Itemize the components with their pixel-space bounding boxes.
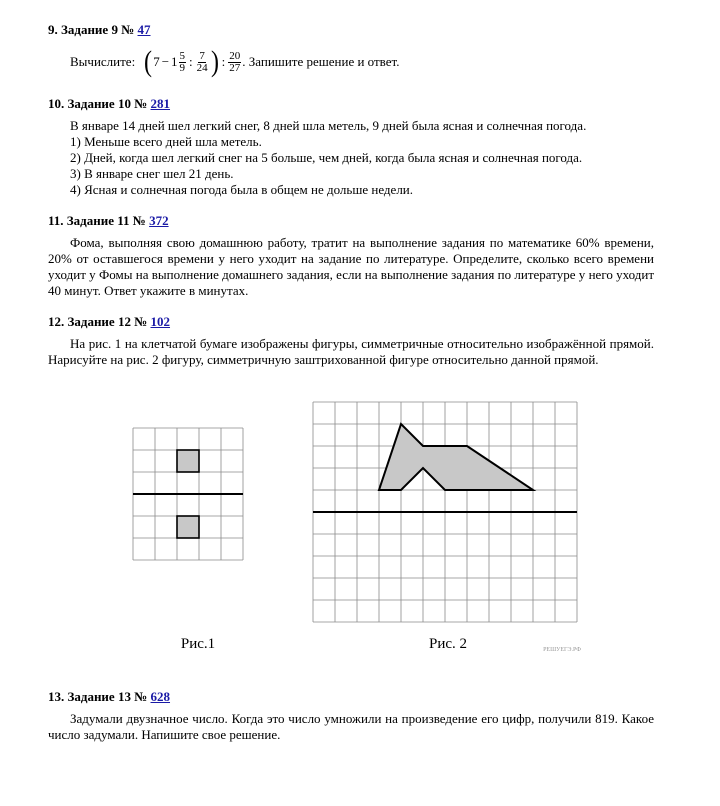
- task-12-heading: [48, 314, 654, 330]
- figure-1-caption: Рис.1: [180, 636, 216, 652]
- figure-2: [313, 402, 577, 622]
- task-10-link[interactable]: 281: [150, 96, 171, 111]
- task-10: [48, 96, 654, 198]
- shaded-square-bottom: [177, 516, 199, 538]
- fraction-3-num: 20: [229, 49, 241, 62]
- expr-mixed-whole: 1: [171, 54, 178, 69]
- open-paren: (: [144, 45, 153, 78]
- fraction-2-den: 24: [196, 61, 208, 74]
- shaded-square-top: [177, 450, 199, 472]
- task-9-expression: [48, 45, 654, 78]
- task-9-prefix: Вычислите:: [70, 54, 136, 69]
- task-13-text: Задумали двузначное число. Когда это число умножили на произведение его цифр, получили 819. Какое число задумали. Напишите свое решение.: [48, 711, 654, 742]
- expr-colon-1: :: [189, 54, 193, 69]
- task-12-text: На рис. 1 на клетчатой бумаге изображены фигуры, симметричные относительно изображённой прямой. Нарисуйте на рис. 2 фигуру, симметричную заштрихованной фигуре относительно данной прямой.: [48, 336, 654, 367]
- task-10-option-4: 4) Ясная и солнечная погода была в общем не дольше недели.: [70, 182, 414, 197]
- task-11-title: 11. Задание 11 №: [48, 213, 146, 228]
- figure-1: [133, 428, 243, 560]
- task-9-title: 9. Задание 9 №: [48, 22, 135, 37]
- task-13-title: 13. Задание 13 №: [48, 689, 148, 704]
- watermark: РЕШУЕГЭ.РФ: [543, 647, 581, 653]
- figure-2-caption: Рис. 2: [428, 636, 468, 652]
- expr-colon-2: :: [221, 54, 226, 69]
- task-11-link[interactable]: 372: [149, 213, 169, 228]
- fraction-2-num: 7: [199, 49, 205, 62]
- fraction-1-den: 9: [179, 61, 186, 74]
- task-11-heading: [48, 213, 654, 229]
- task-10-option-1: 1) Меньше всего дней шла метель.: [70, 134, 262, 149]
- fraction-3-den: 27: [229, 61, 241, 74]
- task-9-suffix: . Запишите решение и ответ.: [242, 54, 400, 69]
- task-12: [48, 314, 654, 368]
- task-13-heading: [48, 689, 654, 705]
- expr-minus: −: [161, 54, 170, 69]
- shaded-figure: [379, 424, 533, 490]
- fraction-1-num: 5: [179, 49, 186, 62]
- close-paren: ): [210, 45, 219, 78]
- task-13: [48, 689, 654, 743]
- task-9-heading: [48, 22, 654, 38]
- fraction-2: [196, 51, 209, 74]
- task-10-option-2: 2) Дней, когда шел легкий снег на 5 больше, чем дней, когда была ясная и солнечная погода.: [70, 150, 583, 165]
- task-13-link[interactable]: 628: [150, 689, 171, 704]
- task-11-text: Фома, выполняя свою домашнюю работу, тратит на выполнение задания по математике 60% времени, 20% от оставшегося времени у него уходит на задание по литературе. Определите, сколько всего времени уходит у Фомы на выполнение домашнего задания, если на выполнение задания по литературе у него уходит 40 минут. Ответ укажите в минутах.: [48, 235, 654, 298]
- task-11: [48, 213, 654, 299]
- task-10-option-3: 3) В январе снег шел 21 день.: [70, 166, 234, 181]
- task-9: [48, 22, 654, 76]
- task-10-intro: В январе 14 дней шел легкий снег, 8 дней шла метель, 9 дней была ясная и солнечная погода.: [70, 118, 587, 133]
- task-10-heading: [48, 96, 654, 112]
- fraction-1: [179, 51, 187, 74]
- expr-a: 7: [153, 54, 160, 69]
- fraction-3: [228, 51, 241, 74]
- task-12-link[interactable]: 102: [150, 314, 171, 329]
- task-10-title: 10. Задание 10 №: [48, 96, 148, 111]
- task-12-title: 12. Задание 12 №: [48, 314, 148, 329]
- task-9-link[interactable]: 47: [137, 22, 151, 37]
